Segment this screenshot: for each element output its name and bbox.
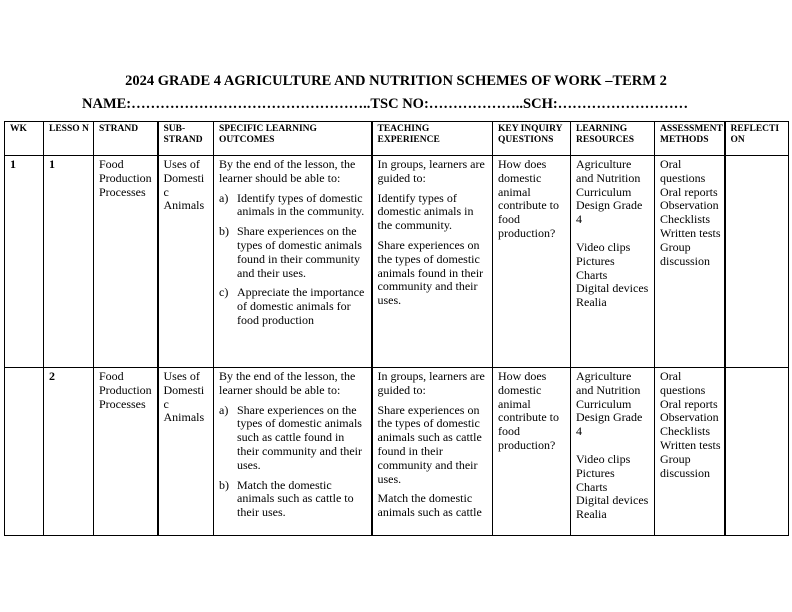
assessment-item: Checklists xyxy=(660,212,710,227)
resource-main: Agriculture and Nutrition Curriculum Design Grade 4 xyxy=(576,157,643,227)
assessment-item: Oral reports xyxy=(660,396,718,411)
assessment-item: Group discussion xyxy=(660,239,711,268)
assessment-item: Written tests xyxy=(660,437,721,452)
list-marker: a) xyxy=(219,190,229,205)
outcomes-list xyxy=(219,404,368,520)
cell-wk: 1 xyxy=(5,156,44,368)
list-item xyxy=(219,192,368,220)
outcome-text: Appreciate the importance of domestic animals for food production xyxy=(237,285,365,327)
resource-item: Charts xyxy=(576,479,608,494)
experience-para: Identify types of domestic animals in the community. xyxy=(377,190,474,233)
cell-assessment xyxy=(655,368,725,536)
resource-item: Video clips xyxy=(576,451,631,466)
cell-resources xyxy=(571,368,655,536)
name-tsc-school-line: NAME:…………………………………………..TSC NO:………………..SCH:……………………… xyxy=(82,96,689,112)
cell-sub-strand: Uses of Domesti c Animals xyxy=(158,156,214,368)
outcome-text: Identify types of domestic animals in the community. xyxy=(237,190,365,219)
resource-item: Realia xyxy=(576,295,607,310)
assessment-item: Oral questions xyxy=(660,369,706,397)
schemes-of-work-table xyxy=(4,121,789,536)
resource-item: Realia xyxy=(576,507,607,522)
cell-reflection[interactable] xyxy=(725,156,789,368)
outcome-text: Match the domestic animals such as cattle to their uses. xyxy=(237,477,354,520)
cell-reflection[interactable] xyxy=(725,368,789,536)
cell-lesson: 1 xyxy=(44,156,94,368)
resource-item: Digital devices xyxy=(576,493,649,508)
cell-wk xyxy=(5,368,44,536)
header-sub-strand: SUB-STRAND xyxy=(158,122,214,156)
cell-experience xyxy=(372,368,493,536)
assessment-item: Group discussion xyxy=(660,451,711,480)
list-item xyxy=(219,479,368,520)
outcomes-intro: By the end of the lesson, the learner should be able to: xyxy=(219,157,356,185)
cell-outcomes xyxy=(214,156,372,368)
resource-item: Digital devices xyxy=(576,281,649,296)
cell-lesson: 2 xyxy=(44,368,94,536)
cell-experience xyxy=(372,156,493,368)
cell-strand: Food Production Processes xyxy=(94,368,158,536)
document-title: 2024 GRADE 4 AGRICULTURE AND NUTRITION SCHEMES OF WORK –TERM 2 xyxy=(125,73,667,89)
outcome-text: Share experiences on the types of domestic animals found in their community and their uses. xyxy=(237,224,362,280)
cell-resources xyxy=(571,156,655,368)
resource-item: Pictures xyxy=(576,465,615,480)
resource-item: Charts xyxy=(576,267,608,282)
list-marker: a) xyxy=(219,402,229,417)
assessment-item: Observation xyxy=(660,198,719,213)
cell-question: How does domestic animal contribute to food production? xyxy=(493,156,571,368)
assessment-item: Oral reports xyxy=(660,184,718,199)
assessment-item: Written tests xyxy=(660,225,721,240)
cell-sub-strand: Uses of Domesti c Animals xyxy=(158,368,214,536)
list-marker: b) xyxy=(219,224,229,239)
experience-para: In groups, learners are guided to: xyxy=(377,157,485,185)
header-outcomes: SPECIFIC LEARNING OUTCOMES xyxy=(214,122,372,156)
cell-question: How does domestic animal contribute to food production? xyxy=(493,368,571,536)
assessment-item: Oral questions xyxy=(660,157,706,185)
cell-strand: Food Production Processes xyxy=(94,156,158,368)
outcomes-intro: By the end of the lesson, the learner should be able to: xyxy=(219,369,356,397)
resource-item: Pictures xyxy=(576,253,615,268)
header-lesson: LESSO N xyxy=(44,122,94,156)
list-item xyxy=(219,286,368,327)
table-row xyxy=(5,156,789,368)
cell-outcomes xyxy=(214,368,372,536)
header-wk: WK xyxy=(5,122,44,156)
cell-assessment xyxy=(655,156,725,368)
experience-para: Share experiences on the types of domestic animals such as cattle found in their community and their uses. xyxy=(377,402,482,486)
list-item xyxy=(219,404,368,473)
header-resources: LEARNING RESOURCES xyxy=(571,122,655,156)
header-experience: TEACHING EXPERIENCE xyxy=(372,122,493,156)
header-questions: KEY INQUIRY QUESTIONS xyxy=(493,122,571,156)
header-row xyxy=(5,122,789,156)
experience-para: In groups, learners are guided to: xyxy=(377,369,485,397)
assessment-item: Checklists xyxy=(660,424,710,439)
outcomes-list xyxy=(219,192,368,328)
resource-item: Video clips xyxy=(576,239,631,254)
header-assessment: ASSESSMENT METHODS xyxy=(655,122,725,156)
experience-para: Share experiences on the types of domestic animals found in their community and their uses. xyxy=(377,237,484,308)
assessment-item: Observation xyxy=(660,410,719,425)
list-marker: b) xyxy=(219,477,229,492)
list-marker: c) xyxy=(219,285,229,300)
header-strand: STRAND xyxy=(94,122,158,156)
header-reflection: REFLECTI ON xyxy=(725,122,789,156)
list-item xyxy=(219,225,368,280)
experience-para: Match the domestic animals such as cattle xyxy=(377,491,482,520)
outcome-text: Share experiences on the types of domestic animals such as cattle found in their community and their uses. xyxy=(237,402,362,472)
resource-main: Agriculture and Nutrition Curriculum Design Grade 4 xyxy=(576,369,643,439)
table-row xyxy=(5,368,789,536)
